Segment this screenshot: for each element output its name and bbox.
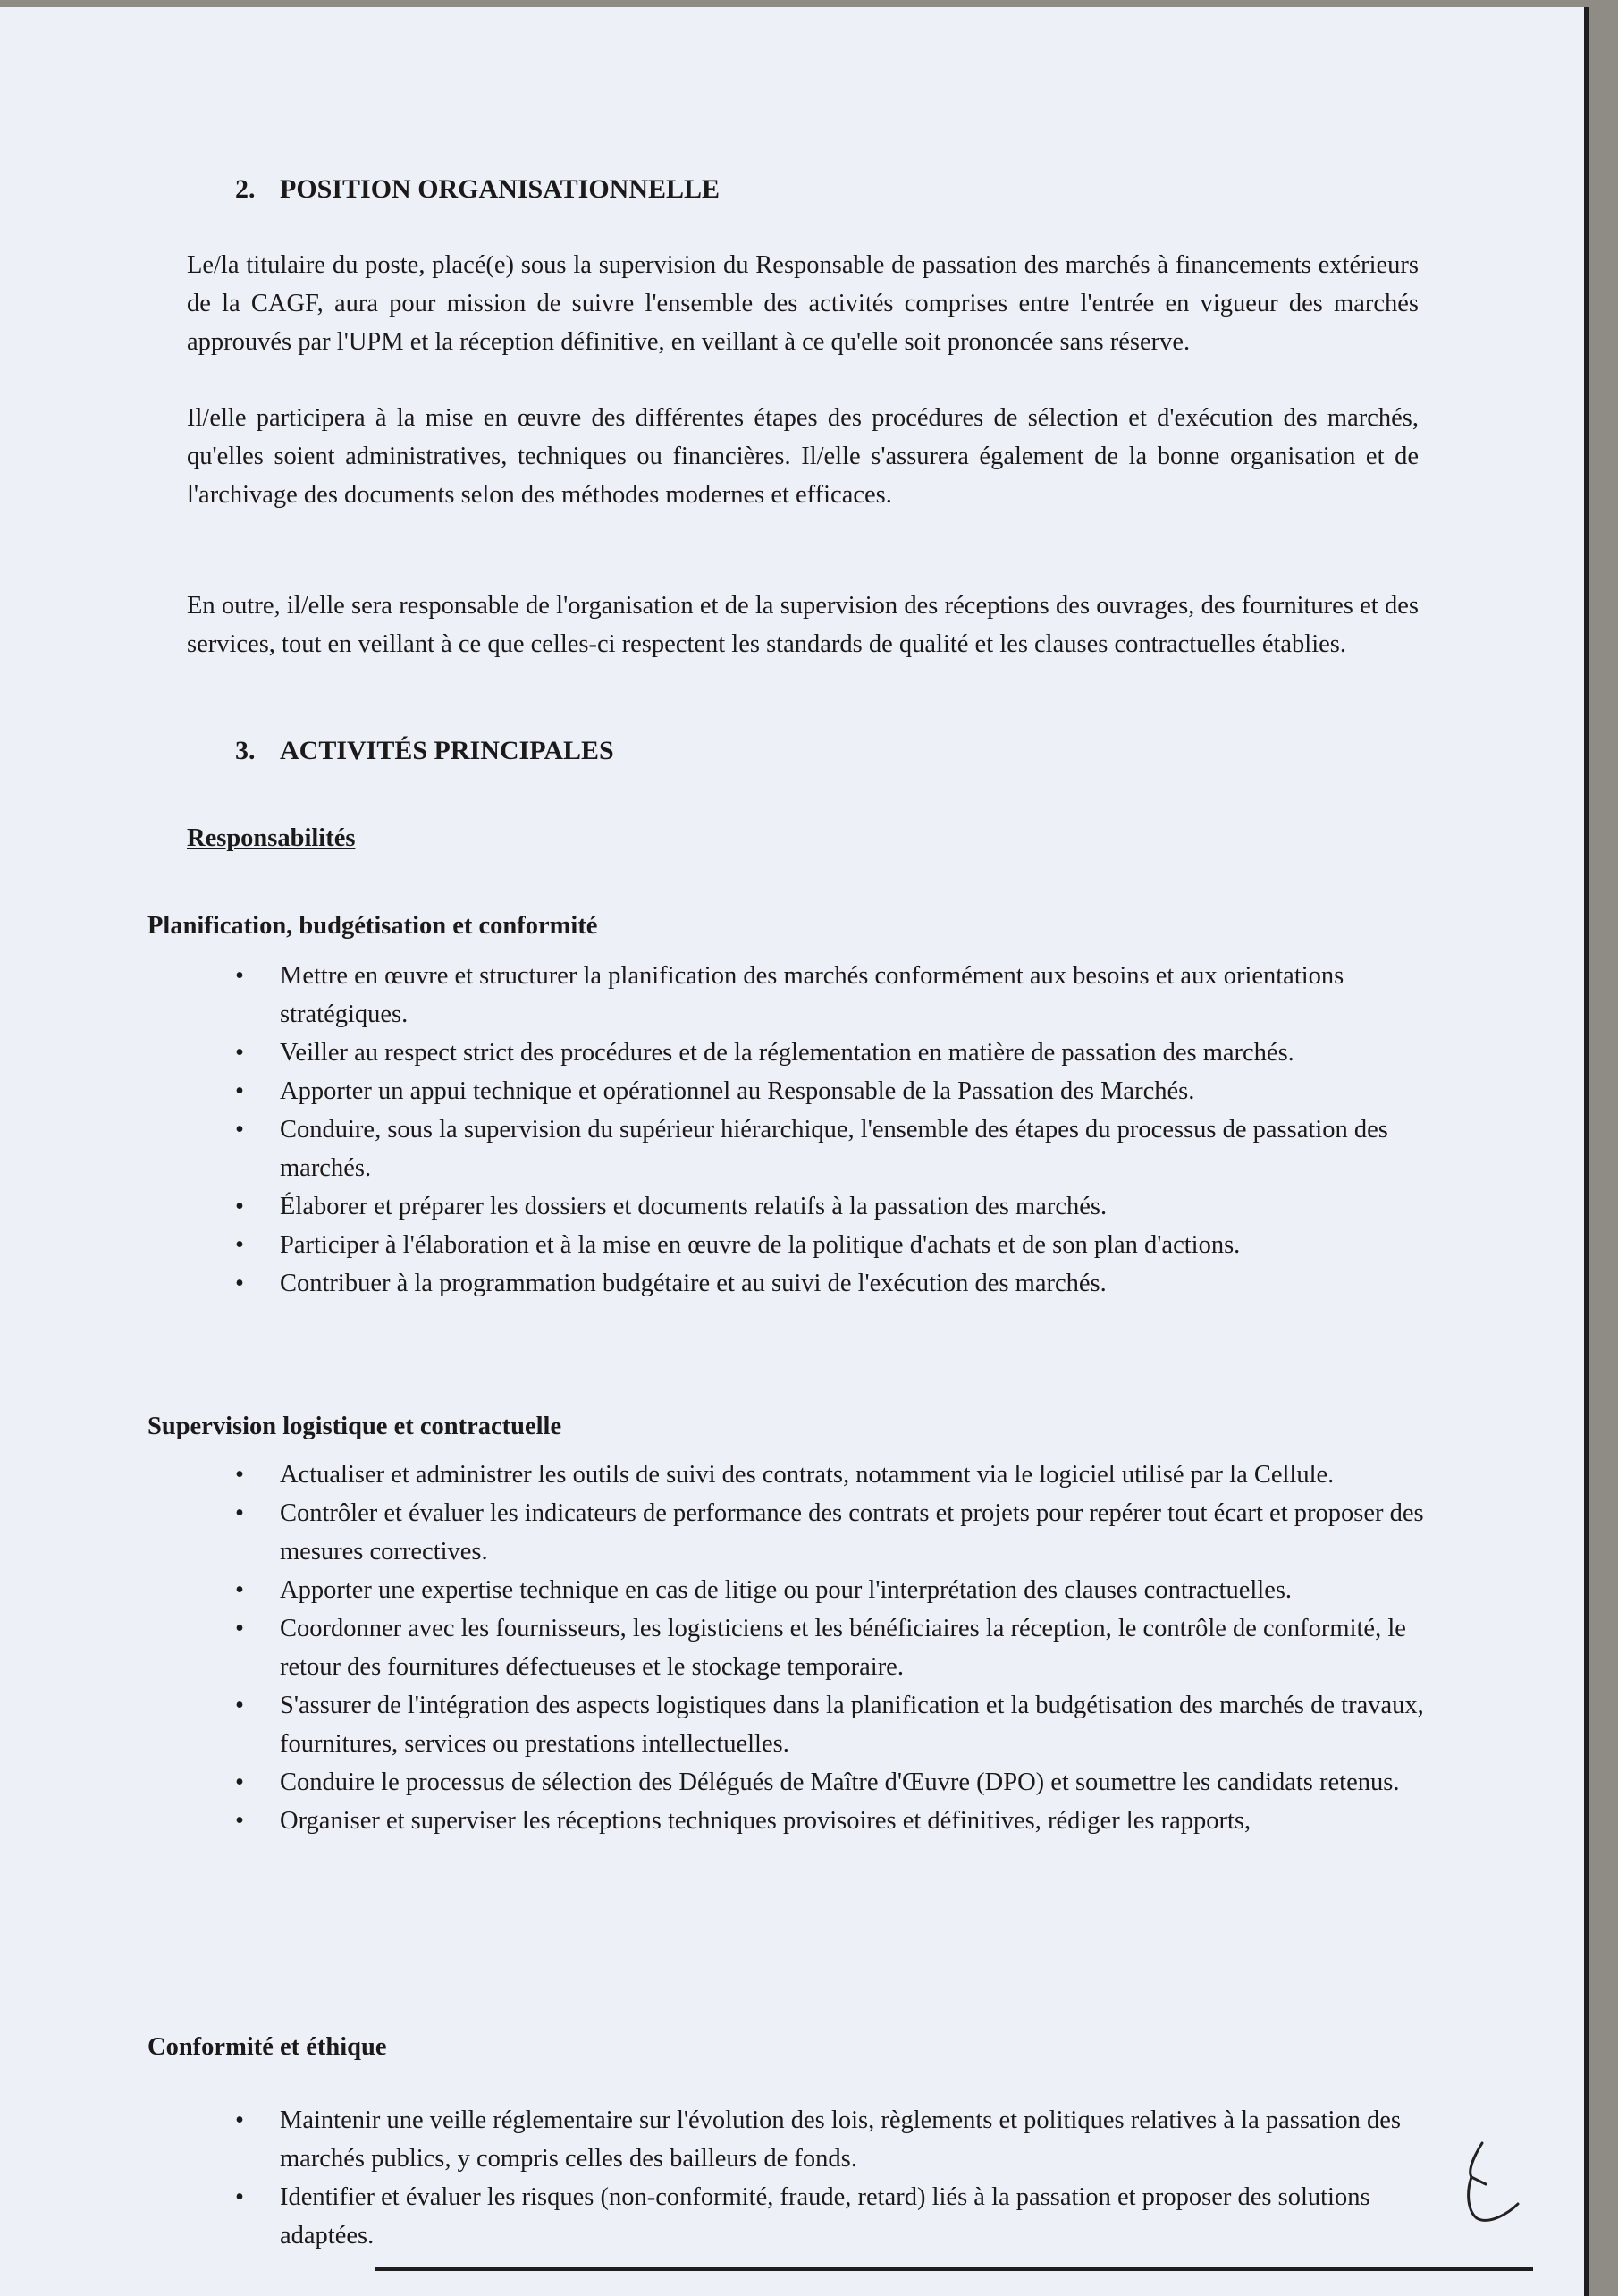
list-item	[235, 957, 1424, 1034]
list-item	[235, 1763, 1424, 1802]
section-number: 2.	[235, 174, 256, 204]
section-title: POSITION ORGANISATIONNELLE	[280, 174, 721, 204]
list-item	[235, 1072, 1424, 1110]
list-item	[235, 2101, 1424, 2178]
bullet-icon: •	[235, 2106, 244, 2134]
paragraph: Le/la titulaire du poste, placé(e) sous la supervision du Responsable de passation des marchés à financements extérieurs de la CAGF, aura pour mission de suivre l'ensemble des activités comprises entre l'entrée en vigueur des marchés approuvés par l'UPM et la réception définitive, en veillant à ce qu'elle soit prononcée sans réserve.	[187, 251, 1419, 356]
bullet-icon: •	[235, 1692, 244, 1719]
paragraph: Il/elle participera à la mise en œuvre des différentes étapes des procédures de sélection et d'exécution des marchés, qu'elles soient administratives, techniques ou financières. Il/elle s'assurera également de la bonne organisation et de l'archivage des documents selon des méthodes modernes et efficaces.	[187, 404, 1419, 509]
bullet-list	[235, 2101, 1424, 2255]
item-text: Mettre en œuvre et structurer la planification des marchés conformément aux besoins et aux orientations stratégiques.	[280, 962, 1344, 1028]
bullet-icon: •	[235, 1615, 244, 1642]
section-3-heading	[235, 731, 1467, 770]
bullet-icon: •	[235, 1193, 244, 1220]
bullet-icon: •	[235, 1231, 244, 1259]
bullet-icon: •	[235, 1576, 244, 1604]
section-title: ACTIVITÉS PRINCIPALES	[280, 736, 614, 765]
list-item	[235, 1226, 1424, 1264]
item-text: Coordonner avec les fournisseurs, les logisticiens et les bénéficiaires la réception, le contrôle de conformité, le retour des fournitures défectueuses et le stockage temporaire.	[280, 1615, 1406, 1681]
paragraph: En outre, il/elle sera responsable de l'organisation et de la supervision des réceptions des ouvrages, des fournitures et des services, tout en veillant à ce que celles-ci respectent les standards de qualité et les clauses contractuelles établies.	[187, 592, 1419, 658]
bullet-icon: •	[235, 1270, 244, 1297]
group-title: Supervision logistique et contractuelle	[147, 1413, 562, 1440]
bullet-icon: •	[235, 1116, 244, 1144]
document-page	[0, 7, 1589, 2296]
list-item	[235, 1494, 1424, 1571]
list-item	[235, 2178, 1424, 2255]
list-item	[235, 1456, 1424, 1494]
item-text: Apporter une expertise technique en cas de litige ou pour l'interprétation des clauses contractuelles.	[280, 1576, 1293, 1604]
item-text: S'assurer de l'intégration des aspects logistiques dans la planification et la budgétisation des marchés de travaux, fournitures, services ou prestations intellectuelles.	[280, 1692, 1424, 1758]
section-number: 3.	[235, 736, 256, 765]
bullet-list	[235, 1456, 1424, 1840]
handwritten-initial-signature	[1466, 2140, 1546, 2238]
list-item	[235, 1609, 1424, 1686]
bullet-icon: •	[235, 1461, 244, 1489]
list-item	[235, 1802, 1424, 1840]
item-text: Élaborer et préparer les dossiers et documents relatifs à la passation des marchés.	[280, 1193, 1108, 1220]
footer-rule	[375, 2267, 1533, 2271]
list-item	[235, 1264, 1424, 1303]
item-text: Veiller au respect strict des procédures et de la réglementation en matière de passation des marchés.	[280, 1039, 1294, 1067]
group-title: Planification, budgétisation et conformité	[147, 912, 598, 940]
bullet-icon: •	[235, 1499, 244, 1527]
item-text: Apporter un appui technique et opérationnel au Responsable de la Passation des Marchés.	[280, 1077, 1195, 1105]
bullet-icon: •	[235, 1077, 244, 1105]
subtitle: Responsabilités	[187, 824, 356, 852]
item-text: Conduire le processus de sélection des Délégués de Maître d'Œuvre (DPO) et soumettre les candidats retenus.	[280, 1768, 1400, 1796]
list-item	[235, 1110, 1424, 1187]
bullet-icon: •	[235, 1039, 244, 1067]
item-text: Contribuer à la programmation budgétaire et au suivi de l'exécution des marchés.	[280, 1270, 1107, 1297]
item-text: Identifier et évaluer les risques (non-conformité, fraude, retard) liés à la passation et proposer des solutions adaptées.	[280, 2183, 1370, 2250]
item-text: Conduire, sous la supervision du supérieur hiérarchique, l'ensemble des étapes du processus de passation des marchés.	[280, 1116, 1388, 1182]
item-text: Participer à l'élaboration et à la mise en œuvre de la politique d'achats et de son plan d'actions.	[280, 1231, 1241, 1259]
item-text: Organiser et superviser les réceptions techniques provisoires et définitives, rédiger les rapports,	[280, 1807, 1251, 1835]
list-item	[235, 1571, 1424, 1609]
item-text: Actualiser et administrer les outils de suivi des contrats, notamment via le logiciel utilisé par la Cellule.	[280, 1461, 1335, 1489]
bullet-icon: •	[235, 1768, 244, 1796]
bullet-icon: •	[235, 962, 244, 990]
list-item	[235, 1034, 1424, 1072]
item-text: Contrôler et évaluer les indicateurs de performance des contrats et projets pour repérer tout écart et proposer des mesures correctives.	[280, 1499, 1424, 1566]
group-title: Conformité et éthique	[147, 2033, 387, 2061]
bullet-icon: •	[235, 2183, 244, 2211]
list-item	[235, 1187, 1424, 1226]
bullet-list	[235, 957, 1424, 1303]
section-2-heading	[235, 170, 1467, 208]
bullet-icon: •	[235, 1807, 244, 1835]
list-item	[235, 1686, 1424, 1763]
item-text: Maintenir une veille réglementaire sur l'évolution des lois, règlements et politiques relatives à la passation des marchés publics, y compris celles des bailleurs de fonds.	[280, 2106, 1402, 2173]
